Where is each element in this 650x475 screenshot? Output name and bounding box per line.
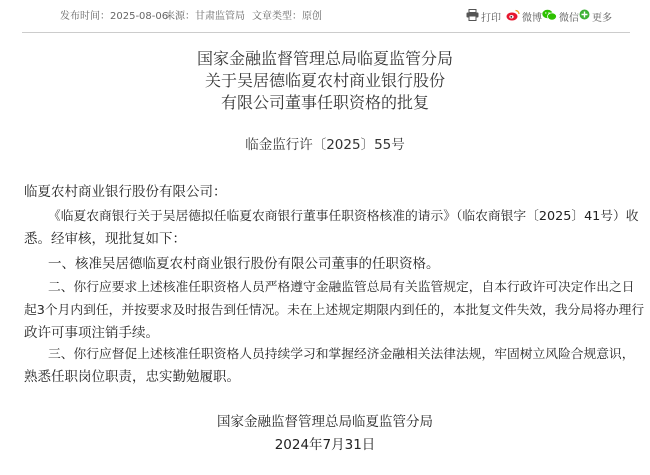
signature-date: 2024年7月31日: [274, 437, 376, 453]
signature-org: 国家金融监督管理总局临夏监管分局: [217, 414, 433, 430]
item-2-line-1: 二、你行应要求上述核准任职资格人员严格遵守金融监管总局有关监管规定，自本行政许可决定作出之日: [48, 280, 635, 295]
share-weibo-button[interactable]: [506, 8, 542, 24]
addressee: 临夏农村商业银行股份有限公司：: [24, 184, 227, 200]
doc-title-line-3: 有限公司董事任职资格的批复: [220, 93, 429, 112]
print-button[interactable]: [466, 8, 501, 24]
article-source: 来源：甘肃监管局: [165, 11, 245, 22]
doc-title-line-1: 国家金融监督管理总局临夏监管分局: [196, 49, 453, 68]
item-2-line-3: 政许可事项注销手续。: [24, 325, 159, 341]
share-more-button[interactable]: [579, 8, 612, 24]
weibo-label: 微博: [522, 12, 542, 24]
weibo-icon: [506, 9, 520, 24]
more-label: 更多: [592, 12, 612, 24]
wechat-label: 微信: [559, 12, 579, 24]
header-divider: [22, 32, 630, 33]
article-meta-bar: [0, 0, 650, 32]
wechat-icon: [542, 9, 557, 24]
plus-circle-icon: [579, 9, 590, 23]
item-2-line-2: 起3个月内到任，并按要求及时报告到任情况。未在上述规定期限内到任的，本批复文件失效，我分局将办理行: [24, 303, 645, 318]
doc-title-line-2: 关于吴居德临夏农村商业银行股份: [204, 71, 445, 90]
item-3-line-2: 熟悉任职岗位职责，忠实勤勉履职。: [24, 369, 240, 385]
publish-date: 发布时间：2025-08-06: [60, 11, 169, 22]
article-type: 文章类型：原创: [252, 11, 322, 22]
intro-line-2: 悉。经审核，现批复如下：: [24, 231, 186, 247]
intro-line-1: 《临夏农商银行关于吴居德拟任临夏农商银行董事任职资格核准的请示》（临农商银字〔2025〕41号）收: [48, 209, 639, 224]
document-number: 临金监行许〔2025〕55号: [245, 137, 405, 153]
item-1: 一、核准吴居德临夏农村商业银行股份有限公司董事的任职资格。: [48, 256, 440, 272]
item-3-line-1: 三、你行应督促上述核准任职资格人员持续学习和掌握经济金融相关法律法规，牢固树立风险合规意识，: [48, 347, 635, 362]
share-wechat-button[interactable]: [542, 8, 579, 24]
print-label: 打印: [481, 12, 501, 24]
printer-icon: [466, 9, 479, 24]
